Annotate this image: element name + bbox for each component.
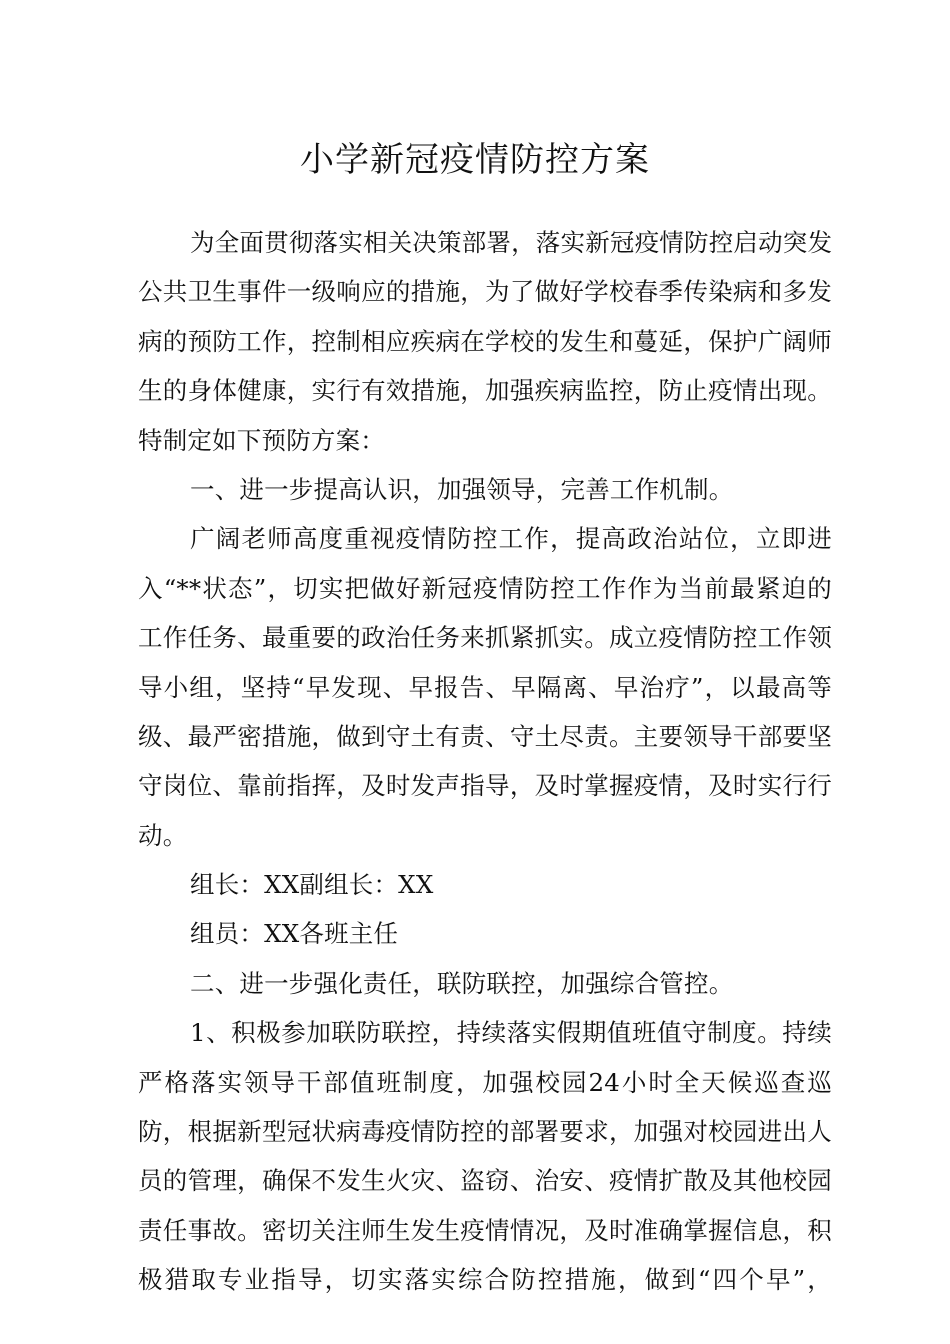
body-line: 守岗位、靠前指挥，及时发声指导，及时掌握疫情，及时实行行 bbox=[138, 771, 832, 801]
body-line: 入“**状态”，切实把做好新冠疫情防控工作作为当前最紧迫的 bbox=[138, 573, 832, 603]
body-line: 生的身体健康，实行有效措施，加强疾病监控，防止疫情出现。 bbox=[138, 376, 832, 406]
body-line: 责任事故。密切关注师生发生疫情情况，及时准确掌握信息，积 bbox=[138, 1215, 832, 1245]
document-body bbox=[138, 218, 832, 1305]
body-line: 级、最严密措施，做到守土有责、守土尽责。主要领导干部要坚 bbox=[138, 721, 832, 751]
body-line: 工作任务、最重要的政治任务来抓紧抓实。成立疫情防控工作领 bbox=[138, 623, 832, 653]
body-line: 严格落实领导干部值班制度，加强校园24小时全天候巡查巡 bbox=[138, 1067, 832, 1097]
body-line: 组长：XX副组长：XX bbox=[190, 870, 434, 900]
body-line: 二、进一步强化责任，联防联控，加强综合管控。 bbox=[190, 968, 734, 998]
body-line: 导小组，坚持“早发现、早报告、早隔离、早治疗”，以最高等 bbox=[138, 672, 832, 702]
document-title: 小学新冠疫情防控方案 bbox=[300, 140, 650, 180]
body-line: 防，根据新型冠状病毒疫情防控的部署要求，加强对校园进出人 bbox=[138, 1117, 832, 1147]
body-line: 广阔老师高度重视疫情防控工作，提高政治站位，立即进 bbox=[190, 524, 832, 554]
body-line: 组员：XX各班主任 bbox=[190, 919, 399, 949]
body-line: 一、进一步提高认识，加强领导，完善工作机制。 bbox=[190, 474, 734, 504]
body-line: 动。 bbox=[138, 820, 188, 850]
body-line: 员的管理，确保不发生火灾、盗窃、治安、疫情扩散及其他校园 bbox=[138, 1166, 832, 1196]
body-line: 极猎取专业指导，切实落实综合防控措施，做到“四个早”， bbox=[138, 1265, 832, 1295]
body-line: 公共卫生事件一级响应的措施，为了做好学校春季传染病和多发 bbox=[138, 277, 832, 307]
body-line: 为全面贯彻落实相关决策部署，落实新冠疫情防控启动突发 bbox=[190, 228, 832, 257]
body-line: 1、积极参加联防联控，持续落实假期值班值守制度。持续 bbox=[190, 1018, 832, 1048]
body-line: 特制定如下预防方案： bbox=[138, 425, 385, 455]
body-line: 病的预防工作，控制相应疾病在学校的发生和蔓延，保护广阔师 bbox=[138, 326, 832, 356]
